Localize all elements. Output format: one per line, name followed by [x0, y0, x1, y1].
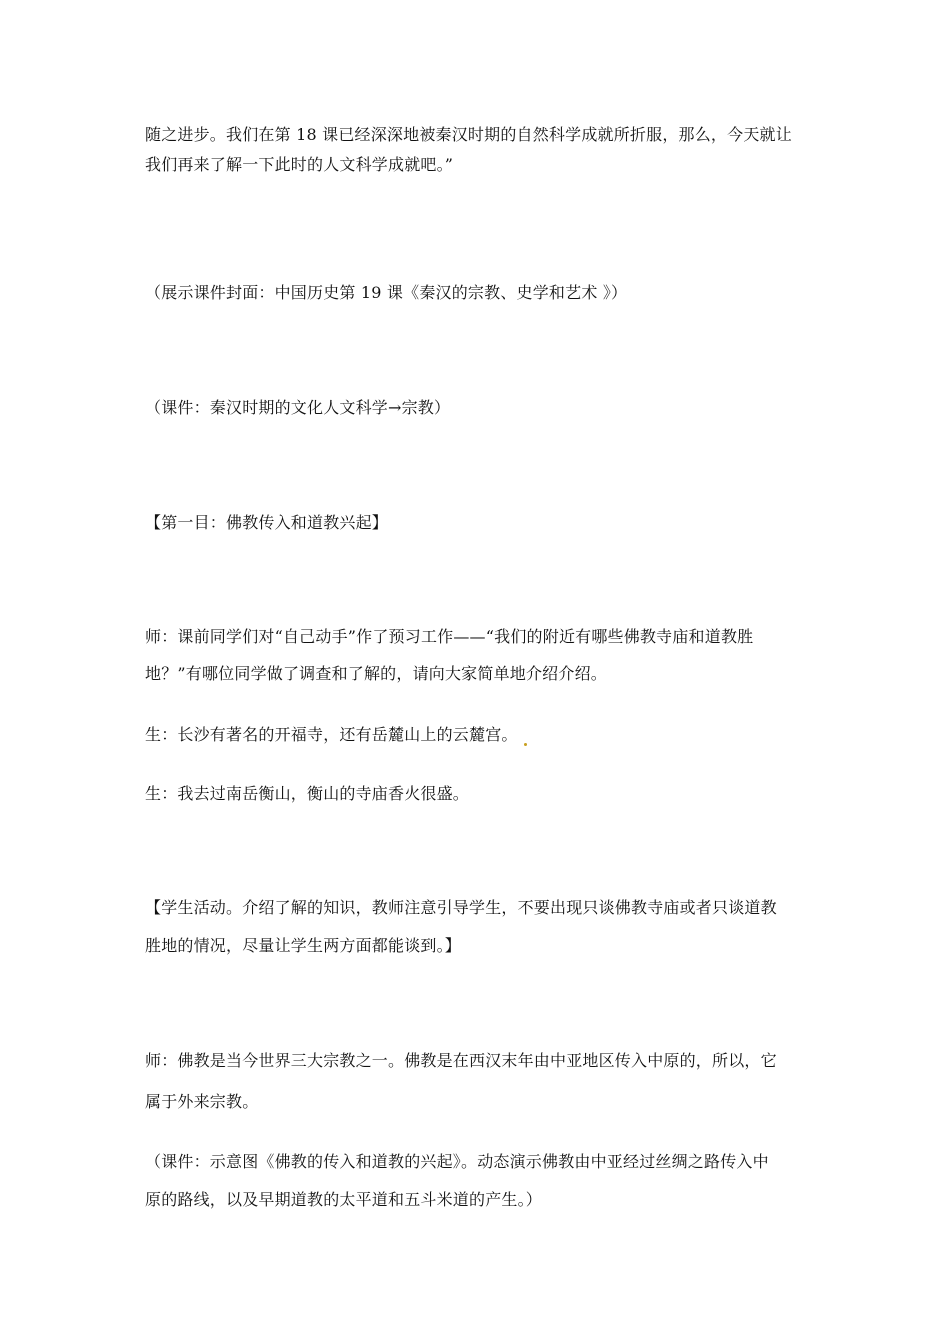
- student-answer-1-text: 生：长沙有著名的开福寺，还有岳麓山上的云麓宫。: [145, 725, 518, 744]
- paragraph-1-line-1: 随之进步。我们在第 18 课已经深深地被秦汉时期的自然科学成就所折服，那么，今天就让: [145, 125, 792, 144]
- teacher-buddhism-line-2: 属于外来宗教。: [145, 1092, 259, 1111]
- teacher-buddhism-line-1: 师：佛教是当今世界三大宗教之一。佛教是在西汉末年由中亚地区传入中原的，所以，它: [145, 1051, 777, 1070]
- courseware-map-line-2: 原的路线，以及早期道教的太平道和五斗米道的产生。）: [145, 1190, 543, 1209]
- teacher-question-line-1: 师：课前同学们对“自己动手”作了预习工作——“我们的附近有哪些佛教寺庙和道教胜: [145, 627, 754, 646]
- courseware-map-line-1: （课件：示意图《佛教的传入和道教的兴起》。动态演示佛教由中亚经过丝绸之路传入中: [145, 1152, 769, 1171]
- courseware-religion-note: （课件：秦汉时期的文化人文科学→宗教）: [145, 398, 451, 417]
- courseware-cover-note: （展示课件封面：中国历史第 19 课《秦汉的宗教、史学和艺术 》）: [145, 283, 628, 302]
- student-activity-line-1: 【学生活动。介绍了解的知识，教师注意引导学生，不要出现只谈佛教寺庙或者只谈道教: [145, 898, 777, 917]
- section-heading: 【第一目：佛教传入和道教兴起】: [145, 513, 389, 532]
- teacher-question-line-2: 地？”有哪位同学做了调查和了解的，请向大家简单地介绍介绍。: [145, 664, 607, 683]
- student-answer-1: [145, 724, 815, 746]
- paragraph-1-line-2: 我们再来了解一下此时的人文科学成就吧。”: [145, 155, 454, 174]
- student-answer-2: 生：我去过南岳衡山，衡山的寺庙香火很盛。: [145, 784, 470, 803]
- student-activity-line-2: 胜地的情况，尽量让学生两方面都能谈到。】: [145, 936, 462, 955]
- annotation-mark: [524, 743, 527, 746]
